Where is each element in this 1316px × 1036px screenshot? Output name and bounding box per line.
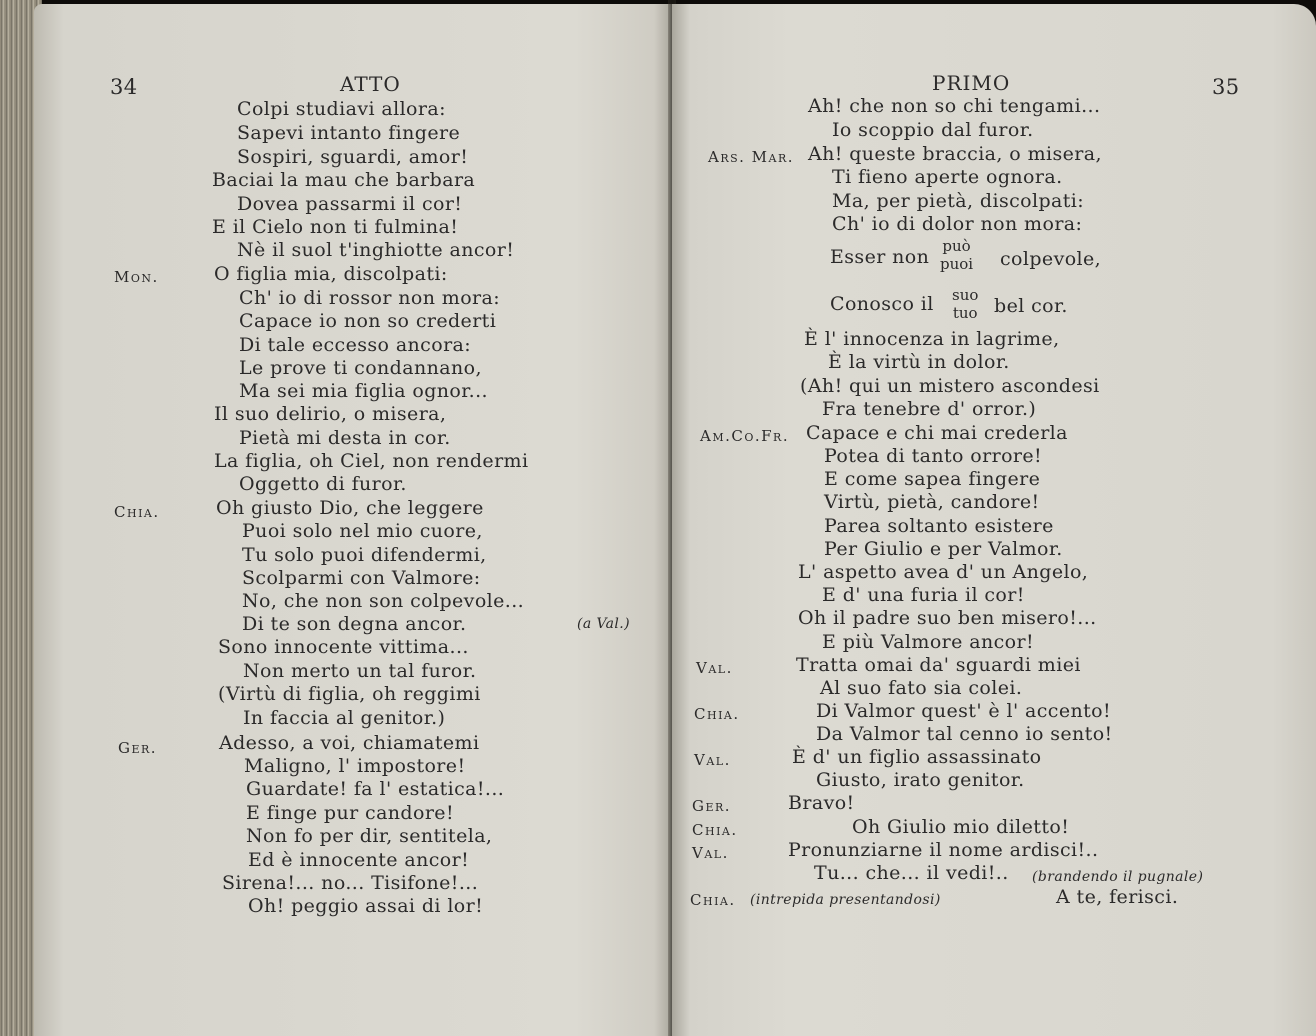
right-page — [672, 4, 1316, 1036]
left-page — [34, 4, 672, 1036]
verse-line: Ah! che non so chi tengami... — [808, 95, 1101, 117]
verse-line: Parea soltanto esistere — [824, 515, 1054, 537]
verse-line: Oh! peggio assai di lor! — [248, 895, 484, 917]
verse-line: E d' una furia il cor! — [822, 584, 1025, 606]
speaker-label: Chia. — [694, 705, 740, 723]
speaker-label: Ars. Mar. — [708, 148, 795, 166]
verse-line: Ti fieno aperte ognora. — [832, 166, 1063, 188]
verse-line: Oh giusto Dio, che leggere — [216, 497, 484, 519]
verse-line: Ch' io di dolor non mora: — [832, 213, 1083, 235]
verse-line: Virtù, pietà, candore! — [824, 491, 1040, 513]
verse-line: Tu... che... il vedi!.. — [814, 862, 1009, 884]
verse-line: Capace io non so crederti — [239, 310, 497, 332]
verse-line: E più Valmore ancor! — [822, 631, 1034, 653]
stage-direction: (a Val.) — [577, 616, 631, 632]
alternative-top: può — [942, 237, 971, 255]
verse-line: colpevole, — [1000, 248, 1102, 270]
running-head: ATTO — [340, 72, 401, 96]
verse-line: E finge pur candore! — [246, 802, 454, 824]
speaker-label: Val. — [692, 844, 729, 862]
alternative-reading — [940, 237, 973, 273]
speaker-label: Val. — [694, 751, 731, 769]
speaker-label: Ger. — [692, 797, 732, 815]
speaker-label: Am.Co.Fr. — [700, 427, 790, 445]
verse-line: Pietà mi desta in cor. — [239, 427, 451, 449]
verse-line: A te, ferisci. — [1056, 886, 1179, 908]
verse-line: (Virtù di figlia, oh reggimi — [218, 683, 481, 705]
verse-line: Oggetto di furor. — [239, 473, 407, 495]
verse-line: Non merto un tal furor. — [243, 660, 477, 682]
verse-line: Sirena!... no... Tisifone!... — [222, 872, 479, 894]
speaker-label: Chia. — [114, 503, 160, 521]
stage-direction: (brandendo il pugnale) — [1032, 869, 1204, 885]
verse-line: Non fo per dir, sentitela, — [246, 825, 493, 847]
verse-line: Sospiri, sguardi, amor! — [237, 146, 469, 168]
verse-line: Tu solo puoi difendermi, — [242, 544, 487, 566]
verse-line: Le prove ti condannano, — [239, 357, 482, 379]
verse-line: Capace e chi mai crederla — [806, 422, 1068, 444]
verse-line: Scolparmi con Valmore: — [242, 567, 481, 589]
verse-line: (Ah! qui un mistero ascondesi — [800, 375, 1100, 397]
verse-line: O figlia mia, discolpati: — [214, 263, 448, 285]
verse-line: Io scoppio dal furor. — [832, 119, 1034, 141]
verse-line: È d' un figlio assassinato — [792, 746, 1042, 768]
speaker-label: Val. — [696, 659, 733, 677]
verse-line: Giusto, irato genitor. — [816, 769, 1025, 791]
speaker-label: Chia. — [692, 821, 738, 839]
page-number: 34 — [110, 75, 138, 99]
page-number: 35 — [1212, 75, 1240, 99]
verse-line: E come sapea fingere — [824, 468, 1041, 490]
verse-line: Al suo fato sia colei. — [820, 677, 1023, 699]
speaker-label: Mon. — [114, 268, 159, 286]
verse-line: Tratta omai da' sguardi miei — [796, 654, 1081, 676]
verse-line: Puoi solo nel mio cuore, — [242, 520, 483, 542]
verse-line: In faccia al genitor.) — [243, 707, 446, 729]
verse-line: bel cor. — [994, 295, 1068, 317]
verse-line: Baciai la mau che barbara — [212, 169, 476, 191]
stage-direction: (intrepida presentandosi) — [750, 892, 941, 908]
verse-line: Maligno, l' impostore! — [244, 755, 466, 777]
verse-line: Oh Giulio mio diletto! — [852, 816, 1070, 838]
verse-line: Di te son degna ancor. — [242, 613, 467, 635]
verse-line: È la virtù in dolor. — [828, 351, 1010, 373]
verse-line: Oh il padre suo ben misero!... — [798, 607, 1097, 629]
verse-line: Ma, per pietà, discolpati: — [832, 190, 1085, 212]
verse-line: Colpi studiavi allora: — [237, 98, 446, 120]
verse-line: Di tale eccesso ancora: — [239, 334, 472, 356]
verse-line: Di Valmor quest' è l' accento! — [816, 700, 1112, 722]
speaker-label: Chia. — [690, 891, 736, 909]
verse-line: L' aspetto avea d' un Angelo, — [798, 561, 1089, 583]
alternative-top: suo — [952, 286, 979, 304]
verse-line: Per Giulio e per Valmor. — [824, 538, 1063, 560]
verse-line: Il suo delirio, o misera, — [214, 403, 447, 425]
verse-line: Conosco il — [830, 293, 934, 315]
verse-line: Sono innocente vittima... — [218, 636, 469, 658]
verse-line: Potea di tanto orrore! — [824, 445, 1043, 467]
verse-line: Ah! queste braccia, o misera, — [808, 143, 1102, 165]
verse-line: E il Cielo non ti fulmina! — [212, 216, 459, 238]
verse-line: Ed è innocente ancor! — [248, 849, 470, 871]
verse-line: Esser non — [830, 246, 930, 268]
verse-line: Ma sei mia figlia ognor... — [239, 380, 488, 402]
alternative-bottom: puoi — [940, 255, 974, 273]
running-head: PRIMO — [932, 71, 1011, 95]
speaker-label: Ger. — [118, 739, 158, 757]
verse-line: È l' innocenza in lagrime, — [804, 328, 1060, 350]
verse-line: Da Valmor tal cenno io sento! — [816, 723, 1113, 745]
verse-line: La figlia, oh Ciel, non rendermi — [214, 450, 529, 472]
verse-line: Bravo! — [788, 792, 855, 814]
verse-line: Sapevi intanto fingere — [237, 122, 461, 144]
verse-line: Pronunziarne il nome ardisci!.. — [788, 839, 1099, 861]
verse-line: No, che non son colpevole... — [242, 590, 525, 612]
verse-line: Dovea passarmi il cor! — [237, 193, 463, 215]
verse-line: Guardate! fa l' estatica!... — [246, 778, 505, 800]
verse-line: Fra tenebre d' orror.) — [822, 398, 1037, 420]
alternative-bottom: tuo — [952, 304, 978, 322]
alternative-reading — [952, 286, 978, 322]
verse-line: Nè il suol t'inghiotte ancor! — [237, 239, 515, 261]
verse-line: Ch' io di rossor non mora: — [239, 287, 501, 309]
verse-line: Adesso, a voi, chiamatemi — [219, 732, 480, 754]
